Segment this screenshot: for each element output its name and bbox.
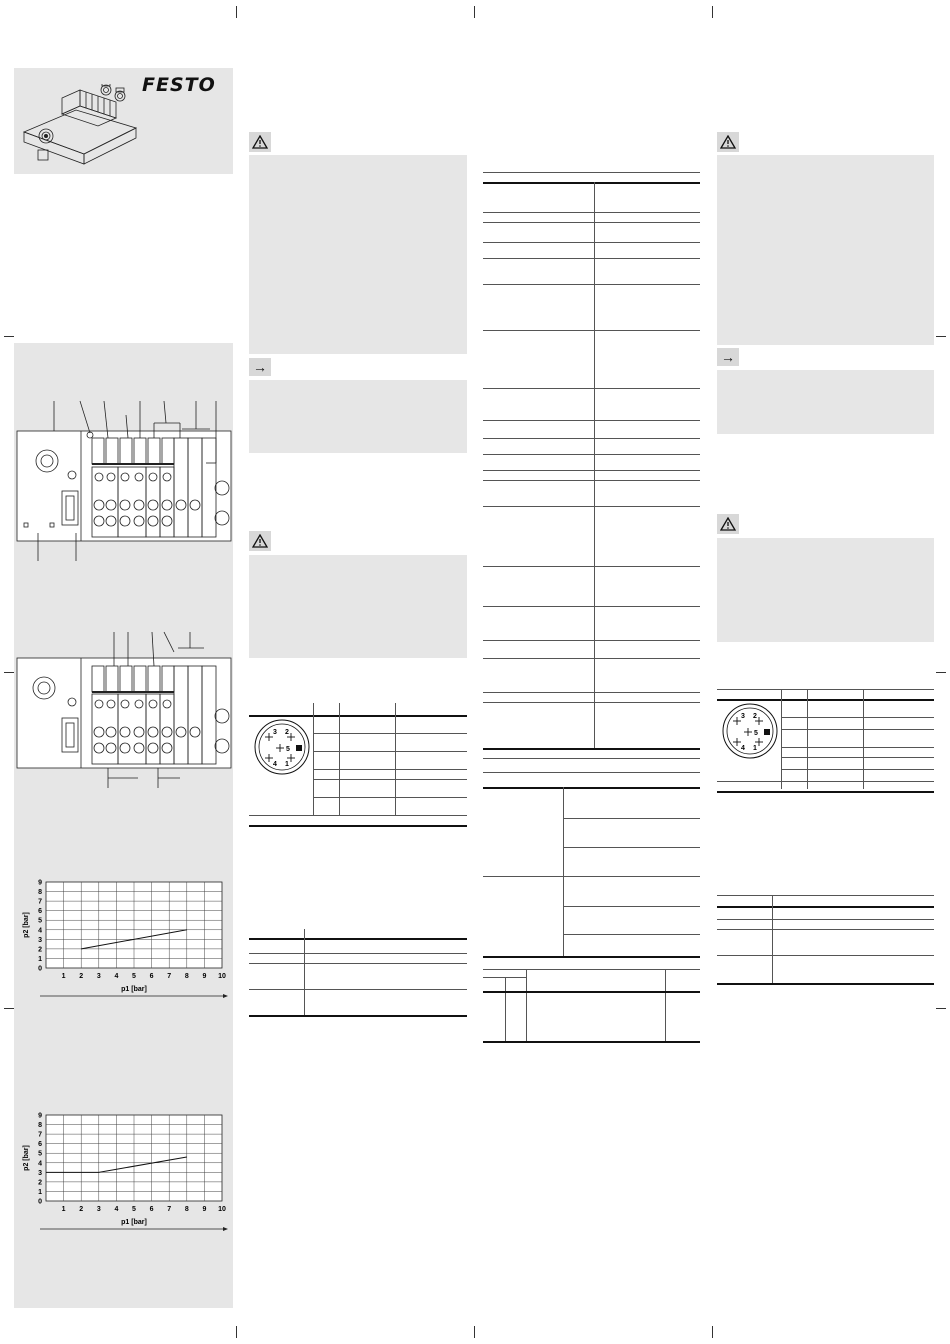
y-tick-label: 3 [38, 1169, 42, 1177]
pin-label: 2 [753, 713, 757, 720]
crop-mark [936, 672, 946, 673]
y-tick-label: 5 [38, 917, 42, 925]
x-tick-label: 9 [202, 1206, 207, 1213]
pin-label: 1 [285, 761, 289, 768]
crop-mark [236, 1326, 237, 1338]
x-tick-label: 4 [114, 973, 119, 980]
warning-triangle-icon [252, 534, 268, 548]
pin-label: 4 [273, 761, 277, 768]
crop-mark [236, 6, 237, 18]
small-table-col2 [249, 929, 467, 1019]
y-tick-label: 0 [38, 1198, 42, 1206]
pin-label: 5 [286, 746, 290, 753]
crop-mark [474, 1326, 475, 1338]
x-tick-label: 10 [218, 1206, 226, 1213]
y-tick-label: 4 [38, 927, 42, 935]
x-tick-label: 6 [149, 1206, 154, 1213]
note-box [249, 380, 467, 453]
y-tick-label: 1 [38, 1188, 42, 1196]
warning-heading-2 [249, 530, 271, 552]
valve-terminal-figure-2 [14, 628, 233, 803]
x-tick-label: 7 [167, 973, 172, 980]
pin-label: 4 [741, 745, 745, 752]
connector-pin-table [249, 703, 467, 829]
arrow-right-icon: → [253, 359, 267, 375]
x-tick-label: 1 [61, 1206, 66, 1213]
festo-logo: FESTO [142, 74, 216, 96]
valve-terminal-figure-1 [14, 393, 233, 568]
arrow-head-icon [223, 1227, 228, 1231]
crop-mark [712, 1326, 713, 1338]
x-tick-label: 2 [79, 973, 84, 980]
x-tick-label: 10 [218, 973, 226, 980]
crop-mark [936, 1008, 946, 1009]
x-tick-label: 3 [96, 1206, 101, 1213]
note-box-2 [717, 370, 934, 434]
arrow-head-icon [223, 994, 228, 998]
x-tick-label: 3 [96, 973, 101, 980]
y-tick-label: 3 [38, 936, 42, 944]
y-axis-label: p2 [bar] [23, 912, 30, 938]
x-tick-label: 9 [202, 973, 207, 980]
crop-mark [4, 672, 14, 673]
x-axis-label: p1 [bar] [121, 986, 147, 993]
m12-connector-icon [252, 717, 312, 777]
y-tick-label: 8 [38, 889, 42, 897]
x-tick-label: 8 [184, 973, 189, 980]
y-tick-label: 8 [38, 1122, 42, 1130]
figure-panel [14, 343, 233, 1308]
crop-mark [474, 6, 475, 18]
y-tick-label: 6 [38, 1141, 42, 1149]
x-tick-label: 7 [167, 1206, 172, 1213]
arrow-right-icon: → [721, 349, 735, 365]
x-tick-label: 6 [149, 973, 154, 980]
note-heading [249, 358, 271, 376]
options-table [483, 772, 700, 960]
warning-heading-4 [717, 513, 739, 535]
y-tick-label: 1 [38, 955, 42, 963]
warning-box [249, 155, 467, 354]
x-tick-label: 2 [79, 1206, 84, 1213]
warning-triangle-icon [720, 135, 736, 149]
pin-label: 2 [285, 729, 289, 736]
crop-mark [936, 336, 946, 337]
warning-heading-3 [717, 131, 739, 153]
pin-label: 1 [753, 745, 757, 752]
y-tick-label: 0 [38, 965, 42, 973]
warning-triangle-icon [720, 517, 736, 531]
pin-label: 3 [741, 713, 745, 720]
y-tick-label: 7 [38, 1131, 42, 1139]
x-axis-label: p1 [bar] [121, 1219, 147, 1226]
x-tick-label: 4 [114, 1206, 119, 1213]
product-illustration [20, 84, 140, 172]
y-tick-label: 6 [38, 908, 42, 916]
m12-connector-icon [720, 701, 780, 761]
crop-mark [712, 6, 713, 18]
y-axis-label: p2 [bar] [23, 1145, 30, 1171]
pin-label: 5 [754, 730, 758, 737]
x-tick-label: 8 [184, 1206, 189, 1213]
y-tick-label: 2 [38, 946, 42, 954]
crop-mark [4, 336, 14, 337]
y-tick-label: 9 [38, 1112, 42, 1120]
x-tick-label: 5 [132, 1206, 136, 1213]
note-heading-2 [717, 348, 739, 366]
pin-label: 3 [273, 729, 277, 736]
small-table-col3 [483, 969, 700, 1045]
x-tick-label: 5 [132, 973, 136, 980]
pressure-chart-2 [18, 1101, 233, 1246]
y-tick-label: 2 [38, 1179, 42, 1187]
technical-data-table [483, 172, 700, 762]
x-tick-label: 1 [61, 973, 66, 980]
y-tick-label: 5 [38, 1150, 42, 1158]
warning-box-2 [249, 555, 467, 658]
connector-pin-table-2 [717, 689, 934, 799]
y-tick-label: 4 [38, 1160, 42, 1168]
cover-panel [14, 68, 233, 174]
crop-mark [4, 1008, 14, 1009]
y-tick-label: 9 [38, 879, 42, 887]
pressure-chart-1 [18, 868, 233, 1008]
warning-box-4 [717, 538, 934, 642]
small-table-col4 [717, 895, 934, 987]
y-tick-label: 7 [38, 898, 42, 906]
warning-heading [249, 131, 271, 153]
warning-triangle-icon [252, 135, 268, 149]
warning-box-3 [717, 155, 934, 345]
